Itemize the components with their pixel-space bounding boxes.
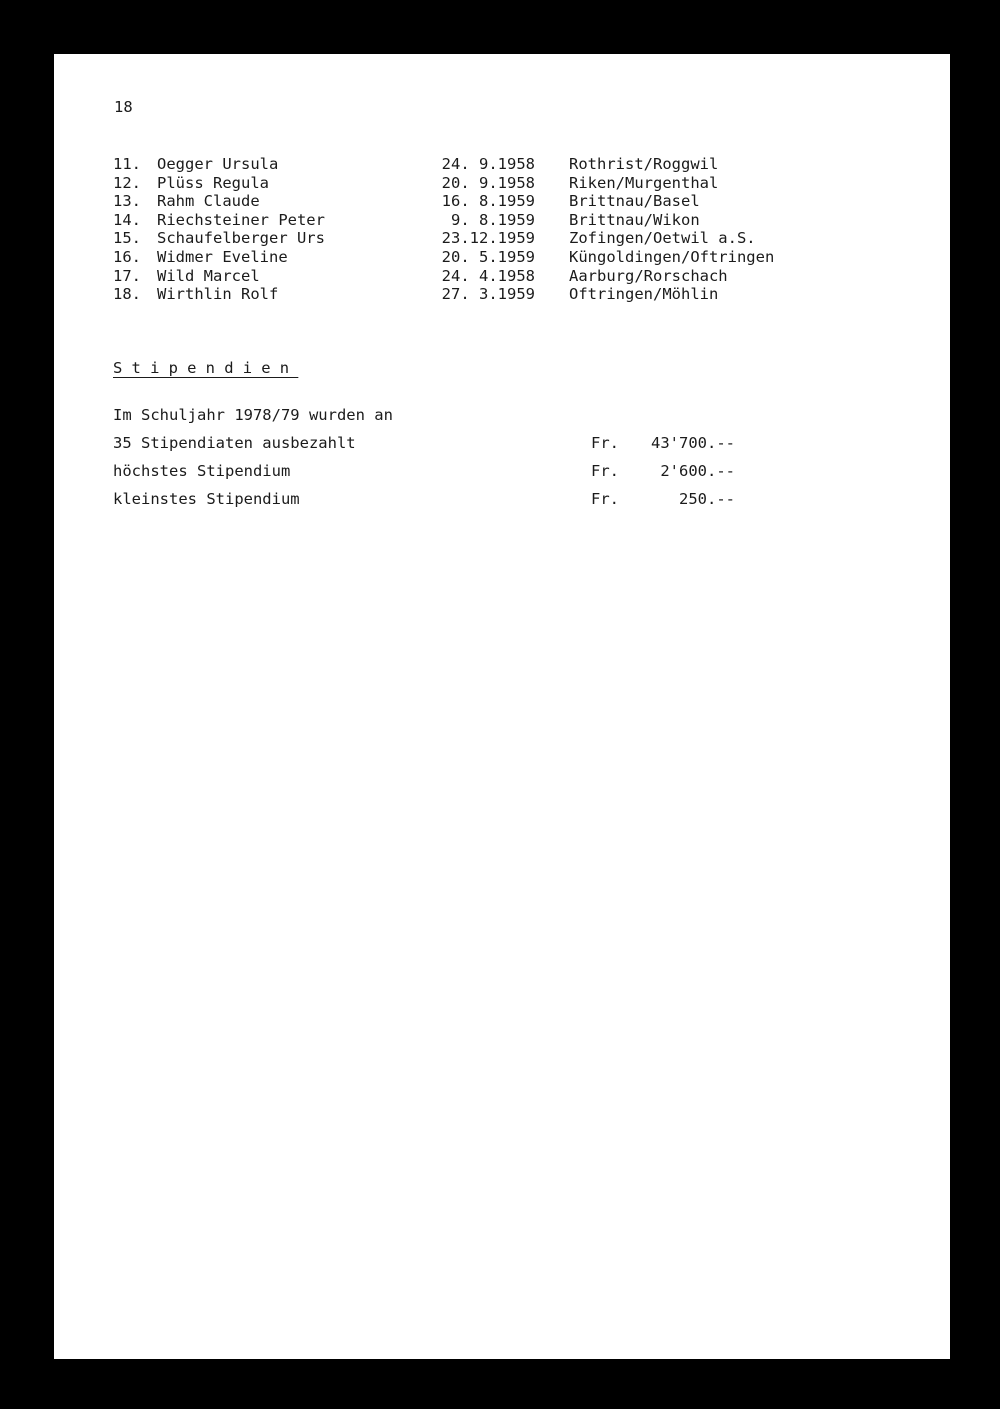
birth-date: 27. 3.1959: [441, 285, 535, 304]
student-name: Wirthlin Rolf: [157, 285, 279, 304]
row-number: 11.: [113, 155, 141, 173]
table-row: [113, 285, 893, 304]
table-row: [113, 174, 893, 193]
home-place: Oftringen/Möhlin: [569, 285, 719, 304]
birth-date: 20. 5.1959: [441, 247, 535, 266]
row-number: 15.: [113, 229, 141, 248]
summary-row: [113, 432, 813, 460]
birth-date: 16. 8.1959: [441, 192, 535, 211]
home-place: Küngoldingen/Oftringen: [569, 247, 775, 266]
table-row: [113, 248, 893, 267]
summary-label: Im Schuljahr 1978/79 wurden an: [113, 406, 393, 424]
summary-currency: Fr.: [591, 434, 619, 452]
home-place: Aarburg/Rorschach: [569, 266, 728, 285]
row-number: 12.: [113, 173, 141, 192]
document-page: [54, 54, 950, 1359]
student-name: Rahm Claude: [157, 192, 260, 211]
row-number: 14.: [113, 210, 141, 229]
home-place: Rothrist/Roggwil: [569, 155, 719, 173]
section-heading-stipendien: Stipendien: [113, 359, 299, 377]
row-number: 16.: [113, 247, 141, 266]
table-row: [113, 229, 893, 248]
home-place: Zofingen/Oetwil a.S.: [569, 229, 756, 248]
student-name: Oegger Ursula: [157, 155, 279, 173]
student-name: Widmer Eveline: [157, 247, 288, 266]
home-place: Riken/Murgenthal: [569, 173, 719, 192]
student-roster: [113, 155, 893, 304]
summary-row: [113, 488, 813, 516]
student-name: Plüss Regula: [157, 173, 269, 192]
summary-amount: 250.--: [679, 490, 735, 508]
stipendien-summary: [113, 404, 813, 516]
row-number: 18.: [113, 285, 141, 304]
summary-currency: Fr.: [591, 490, 619, 508]
row-number: 17.: [113, 266, 141, 285]
page-number: 18: [114, 98, 133, 116]
table-row: [113, 211, 893, 230]
summary-row: [113, 460, 813, 488]
table-row: [113, 192, 893, 211]
birth-date: 23.12.1959: [441, 229, 535, 248]
birth-date: 24. 9.1958: [441, 155, 535, 173]
home-place: Brittnau/Wikon: [569, 210, 700, 229]
birth-date: 24. 4.1958: [441, 266, 535, 285]
birth-date: 20. 9.1958: [441, 173, 535, 192]
student-name: Riechsteiner Peter: [157, 210, 325, 229]
summary-label: 35 Stipendiaten ausbezahlt: [113, 434, 356, 452]
birth-date: 9. 8.1959: [451, 210, 535, 229]
student-name: Wild Marcel: [157, 266, 260, 285]
summary-label: kleinstes Stipendium: [113, 490, 300, 508]
home-place: Brittnau/Basel: [569, 192, 700, 211]
table-row: [113, 155, 893, 174]
summary-row: [113, 404, 813, 432]
summary-currency: Fr.: [591, 462, 619, 480]
student-name: Schaufelberger Urs: [157, 229, 325, 248]
table-row: [113, 267, 893, 286]
row-number: 13.: [113, 192, 141, 211]
summary-label: höchstes Stipendium: [113, 462, 291, 480]
summary-amount: 2'600.--: [660, 462, 735, 480]
summary-amount: 43'700.--: [651, 434, 735, 452]
